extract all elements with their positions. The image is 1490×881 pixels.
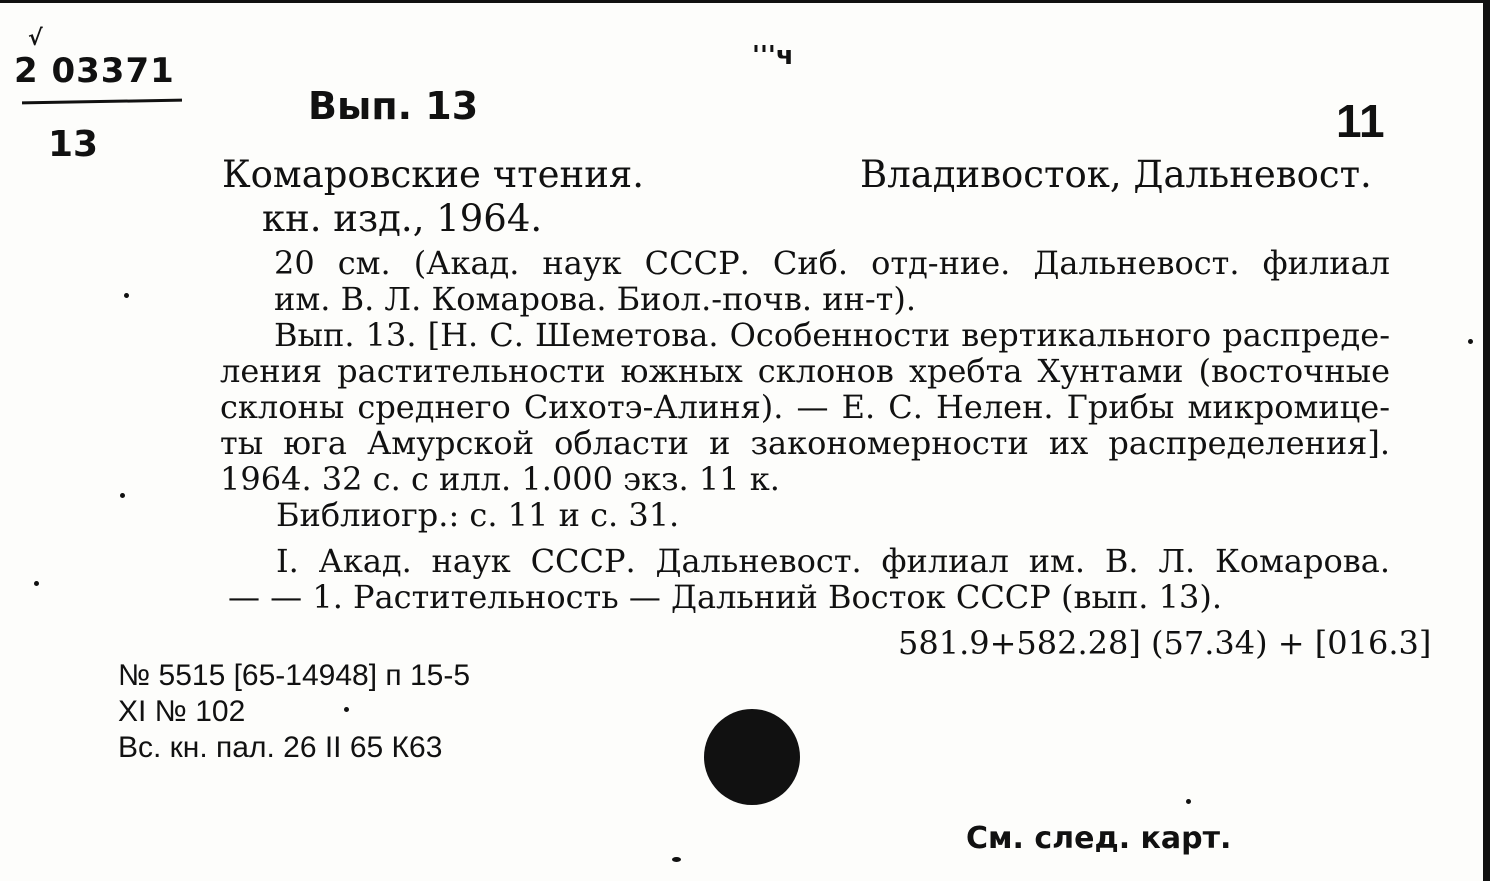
speck [120,493,125,498]
handwritten-issue: Вып. 13 [308,84,479,128]
shelfmark-rule [22,99,182,105]
contents-line-2: ления растительности южных склонов хребта Хунтами (восточные [220,352,1390,390]
handwritten-top-note: '''ч [752,41,794,71]
classification: 581.9+582.28] (57.34) + [016.3] [898,624,1432,662]
tracing-line-2: — — 1. Растительность — Дальний Восток СССР (вып. 13). [228,578,1222,616]
punch-hole [704,709,800,805]
publisher-line: кн. изд., 1964. [262,197,543,240]
shelfmark-volume: 13 [48,124,99,165]
publication-place: Владивосток, Дальневост. [860,153,1372,196]
stats-line-1: № 5515 [65-14948] п 15-5 [118,659,471,692]
check-mark: √ [28,26,43,51]
tracing-line-1: I. Акад. наук СССР. Дальневост. филиал им. В. Л. Комарова. [276,542,1390,580]
contents-line-4: ты юга Амурской области и закономерности их распределения]. [220,424,1390,462]
contents-line-3: склоны среднего Сихотэ-Алиня). — Е. С. Нелен. Грибы микромице- [220,388,1390,426]
series-line-2: им. В. Л. Комарова. Биол.-почв. ин-т). [274,280,917,318]
bibliography-line: Библиогр.: с. 11 и с. 31. [276,496,680,534]
speck [124,293,129,298]
speck [672,857,681,862]
imprint-line: 1964. 32 с. с илл. 1.000 экз. 11 к. [220,460,780,498]
continued-note: См. след. карт. [966,821,1232,856]
speck [34,581,39,586]
card-number: 11 [1336,95,1385,147]
speck [344,707,349,712]
contents-line-1: Вып. 13. [Н. С. Шеметова. Особенности вертикального распреде- [274,316,1390,354]
speck [1186,799,1191,804]
book-title: Комаровские чтения. [222,153,644,196]
stats-line-3: Вс. кн. пал. 26 II 65 К63 [118,731,443,764]
speck [1468,339,1473,344]
stats-line-2: XI № 102 [118,695,246,728]
series-line-1: 20 см. (Акад. наук СССР. Сиб. отд-ние. Дальневост. филиал [274,244,1390,282]
shelfmark-number: 2 03371 [14,51,175,91]
